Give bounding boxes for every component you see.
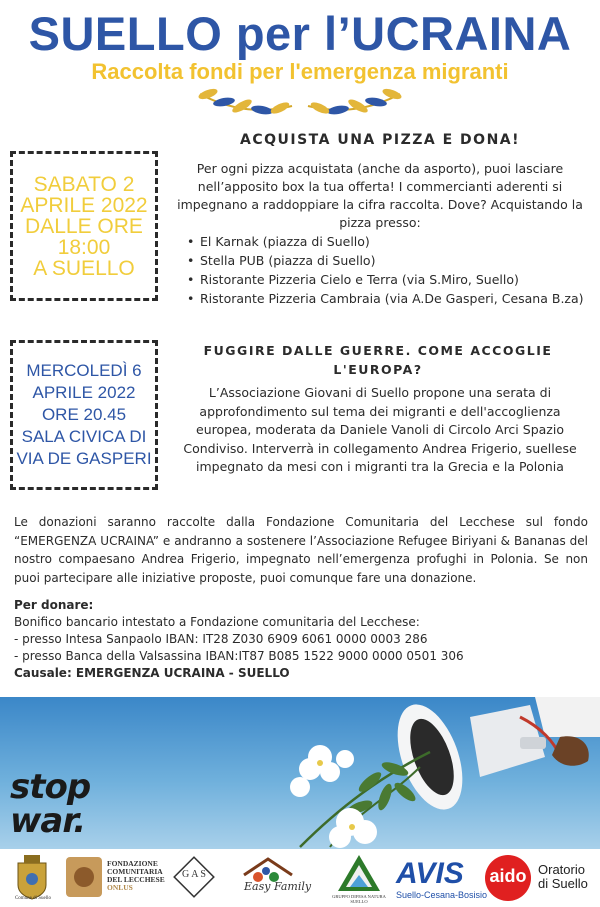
- event2-date-line: VIA DE GASPERI: [16, 449, 152, 468]
- slogan-line: war.: [10, 801, 86, 841]
- event2-date-line: SALA CIVICA DI: [21, 427, 147, 446]
- donation-info-paragraph: Le donazioni saranno raccolte dalla Fondazione Comunitaria del Lecchese sul fondo “EMERGENZA UCRAINA” e andranno a sostenere l’Associazione Refugee Biriyani & Bananas del nostro compaesano Andrea Frigerio, impegnato nell’emergenza profughi in Polonia. Se non puoi partecipare alle iniziative proposte, puoi comunque fare una donazione.: [14, 515, 588, 585]
- event2-date-line: APRILE 2022: [32, 383, 136, 402]
- event1-date-line: 18:00: [57, 235, 111, 259]
- event1-date-line: SABATO 2: [33, 172, 135, 196]
- donate-line: Bonifico bancario intestato a Fondazione comunitaria del Lecchese:: [14, 615, 420, 629]
- oratorio-label-line: di Suello: [538, 876, 588, 891]
- oratorio-label-line: Oratorio: [538, 862, 585, 877]
- easy-family-label: Easy Family: [244, 880, 312, 893]
- event2-text: L’Associazione Giovani di Suello propone una serata di approfondimento sul tema dei migranti e dell'accoglienza europea, moderata da Daniele Vanoli di Circolo Arci Spazio Condiviso. Interverrà in collegamento Andrea Frigerio, suellese impegnato da mesi con i migranti tra la Grecia e la Polonia: [183, 385, 577, 475]
- comune-label: Comune di Suello: [14, 896, 52, 901]
- list-item: • Ristorante Pizzeria Cielo e Terra (via S.Miro, Suello): [187, 270, 587, 289]
- fondazione-label: [107, 860, 165, 892]
- slogan-line: stop: [10, 767, 91, 807]
- fondazione-label-line: ONLUS: [107, 883, 133, 892]
- avis-logo-text: AVIS: [396, 857, 464, 890]
- avis-sublabel: Suello-Cesana-Bosisio: [396, 890, 488, 900]
- fondazione-label-line: DEL LECCHESE: [107, 875, 165, 884]
- gruppo-natura-logo-icon: [336, 853, 382, 895]
- list-item: • Ristorante Pizzeria Cambraia (via A.De Gasperi, Cesana B.za): [187, 289, 587, 308]
- donate-causale: Causale: EMERGENZA UCRAINA - SUELLO: [14, 666, 290, 680]
- event1-heading: ACQUISTA UNA PIZZA E DONA!: [239, 132, 520, 148]
- event1-date-line: A SUELLO: [33, 256, 135, 280]
- event2-date-line: MERCOLEDÌ 6: [26, 361, 142, 380]
- event1-text: Per ogni pizza acquistata (anche da asporto), puoi lasciare nell’apposito box la tua offerta! I commercianti aderenti si impegnano a raddoppiare la cifra raccolta. Dove? Acquistando la pizza presso:: [177, 161, 583, 230]
- iban-valsassina: - presso Banca della Valsassina IBAN:IT87 B085 1522 9000 0000 0501 306: [14, 649, 464, 663]
- page-title: SUELLO per l’UCRAINA: [28, 7, 572, 60]
- fondazione-label-line: COMUNITARIA: [107, 867, 163, 876]
- donate-heading: Per donare:: [14, 598, 94, 612]
- pizzeria-list: [187, 232, 587, 308]
- sponsor-logos-bar: [0, 849, 600, 907]
- laurel-decoration-icon: [195, 82, 405, 118]
- fondazione-label-line: FONDAZIONE: [107, 859, 158, 868]
- event2-date-box: [10, 340, 158, 490]
- fondazione-logo-icon: [64, 855, 104, 899]
- list-item: • El Karnak (piazza di Suello): [187, 232, 587, 251]
- list-item: • Stella PUB (piazza di Suello): [187, 251, 587, 270]
- event1-date-line: DALLE ORE: [25, 214, 143, 238]
- event1-date-box: [10, 151, 158, 301]
- aido-logo-text: aido: [489, 866, 527, 886]
- gruppo-natura-label: GRUPPO DIFESA NATURA SUELLO: [332, 894, 386, 904]
- stop-war-slogan: [10, 767, 91, 841]
- iban-intesa: - presso Intesa Sanpaolo IBAN: IT28 Z030 6909 6061 0000 0003 286: [14, 632, 428, 646]
- event2-heading: FUGGIRE DALLE GUERRE. COME ACCOGLIE L'EUROPA?: [203, 343, 553, 377]
- event2-date-line: ORE 20.45: [41, 405, 127, 424]
- page-subtitle: Raccolta fondi per l'emergenza migranti: [91, 59, 509, 84]
- event1-date-line: APRILE 2022: [20, 193, 148, 217]
- gas-label: G A S: [182, 869, 206, 880]
- oratorio-label: [538, 863, 588, 891]
- donation-instructions: [14, 597, 588, 682]
